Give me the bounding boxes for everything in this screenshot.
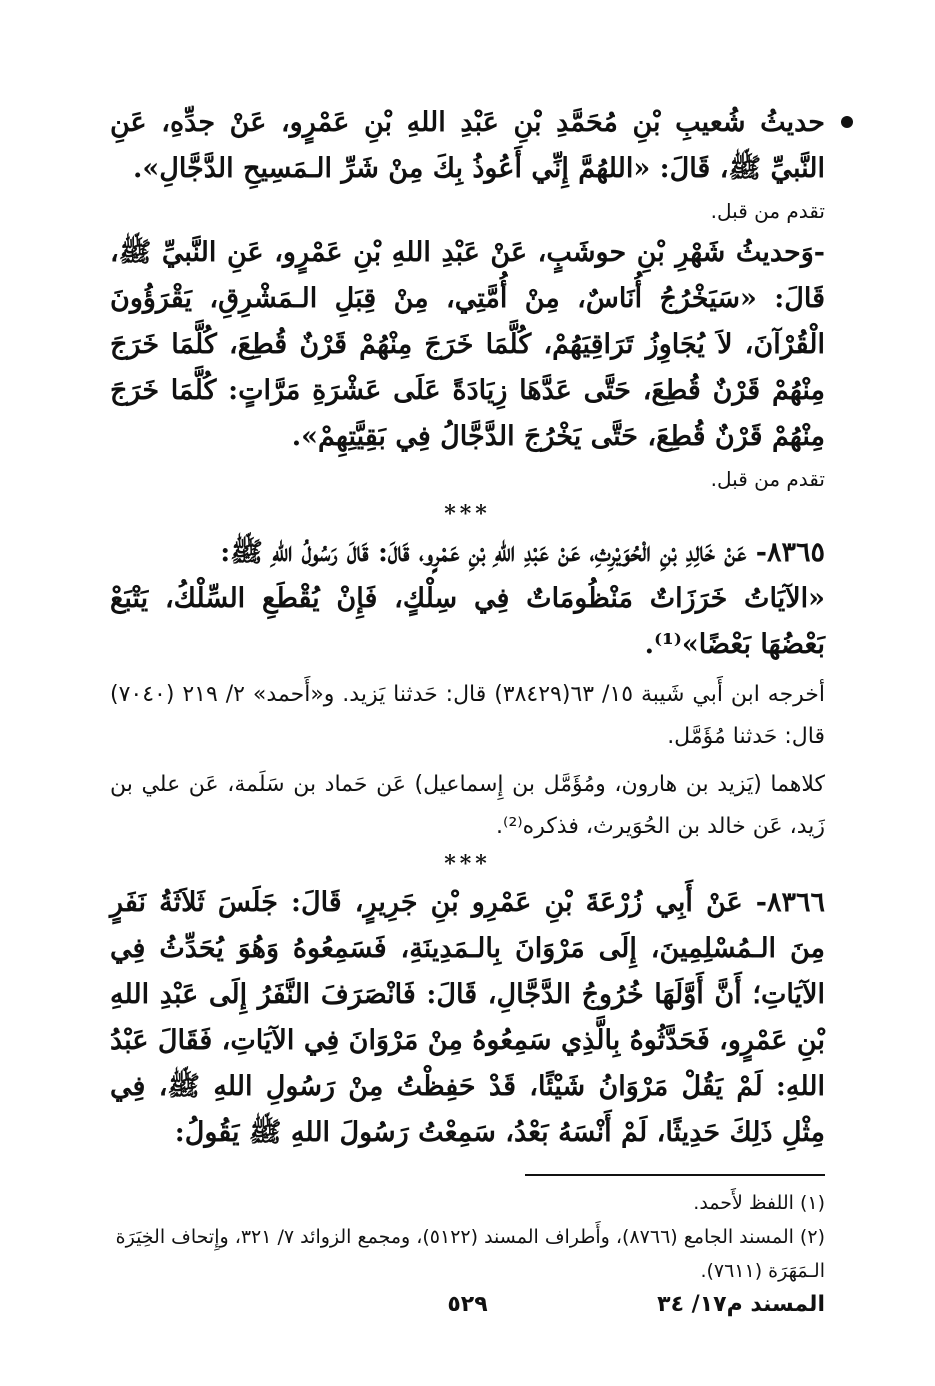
hadith-b-text: -وَحديثُ شَهْرِ بْنِ حوشَبٍ، عَنْ عَبْدِ اللهِ بْنِ عَمْرٍو، عَنِ النَّبيِّ ﷺ، قَالَ: «سَيَخْرُجُ أُنَاسٌ، مِنْ أُمَّتِي، مِنْ قِبَلِ الـمَشْرِقِ، يَقْرَؤُونَ الْقُرْآنَ، لاَ يُجَاوِزُ تَرَاقِيَهُمْ، كُلَّمَا خَرَجَ مِنْهُمْ قَرْنٌ قُطِعَ، كُلَّمَا خَرَجَ مِنْهُمْ قَرْنٌ قُطِعَ، حَتَّى عَدَّهَا زِيَادَةً عَلَى عَشْرَةِ مَرَّاتٍ: كُلَّمَا خَرَجَ مِنْهُمْ قَرْنٌ قُطِعَ، حَتَّى يَخْرُجَ الدَّجَّالُ فِي بَقِيَّتِهِمْ». [110,237,825,452]
footnote-2: (٢) المسند الجامع (٨٧٦٦)، وأَطراف المسند (٥١٢٢)، ومجمع الزوائد ٧/ ٣٢١، وإِتحاف الخِيَرَة الـمَهَرَة (٧٦١١). [115,1226,825,1282]
footnotes [110,1186,825,1288]
hadith-8366 [110,880,825,1156]
hadith-block-b [110,230,825,498]
section-separator: *** [444,501,491,527]
hadith-8365-chain: كلاهما (يَزيد بن هارون، ومُؤَمَّل بن إِسماعيل) عَن حَماد بن سَلَمة، عَن علي بن زَيد، عَن خالد بن الحُوَيرث، فذكره⁽²⁾. [110,772,825,839]
page-number: ٥٢٩ [447,1292,488,1317]
volume-signature: المسند م١٧/ ٣٤ [657,1292,825,1317]
hadith-8366-text: ٨٣٦٦- عَنْ أَبِي زُرْعَةَ بْنِ عَمْرِو بْنِ جَرِيرٍ، قَالَ: جَلَسَ ثَلاَثَةُ نَفَرٍ مِنَ الـمُسْلِمِينَ، إِلَى مَرْوَانَ بِالـمَدِينَةِ، فَسَمِعُوهُ وَهُوَ يُحَدِّثُ فِي الآيَاتِ؛ أَنَّ أَوَّلَهَا خُرُوجُ الدَّجَّالِ، قَالَ: فَانْصَرَفَ النَّفَرُ إِلَى عَبْدِ اللهِ بْنِ عَمْرٍو، فَحَدَّثُوهُ بِالَّذِي سَمِعُوهُ مِنْ مَرْوَانَ فِي الآيَاتِ، فَقَالَ عَبْدُ اللهِ: لَمْ يَقُلْ مَرْوَانُ شَيْئًا، قَدْ حَفِظْتُ مِنْ رَسُولِ اللهِ ﷺ، فِي مِثْلِ ذَلِكَ حَدِيثًا، لَمْ أَنْسَهُ بَعْدُ، سَمِعْتُ رَسُولَ اللهِ ﷺ يَقُولُ: [110,887,825,1148]
hadith-8365-takhrij: أخرجه ابن أَبي شَيبة ١٥/ ٦٣(٣٨٤٢٩) قال: حَدثنا يَزيد. و«أَحمد» ٢/ ٢١٩ (٧٠٤٠) قال: حَدثنا مُؤَمَّل. [110,682,826,749]
hadith-8365-quote: «الآيَاتُ خَرَزَاتٌ مَنْظُومَاتٌ فِي سِلْكٍ، فَإِنْ يُقْطَعِ السِّلْكُ، يَتْبَعْ بَعْضُهَا بَعْضًا»⁽¹⁾. [110,583,825,660]
hadith-a-note: تقدم من قبل. [710,199,825,223]
footnote-divider [525,1174,825,1176]
hadith-b-note: تقدم من قبل. [710,467,825,491]
section-separator: *** [444,851,491,877]
footnote-1: (١) اللفظ لأَحمد. [693,1192,825,1214]
hadith-8365-intro: ٨٣٦٥- عَنْ خَالِدِ بْنِ الْحُوَيْرِثِ، عَنْ عَبْدِ اللهِ بْنِ عَمْرٍو، قَالَ: قَالَ رَسُولُ اللهِ ﷺ: [220,537,825,568]
page-footer [110,1292,825,1332]
bullet-dot-icon [841,116,853,128]
hadith-a-text: حديثُ شُعيبِ بْنِ مُحَمَّدِ بْنِ عَبْدِ اللهِ بْنِ عَمْرٍو، عَنْ جدِّهِ، عَنِ النَّبيِّ ﷺ، قَالَ: «اللهُمَّ إِنِّي أَعُوذُ بِكَ مِنْ شَرِّ الـمَسِيحِ الدَّجَّالِ». [110,107,825,184]
hadith-8365 [110,530,825,848]
hadith-block-a [110,100,825,230]
